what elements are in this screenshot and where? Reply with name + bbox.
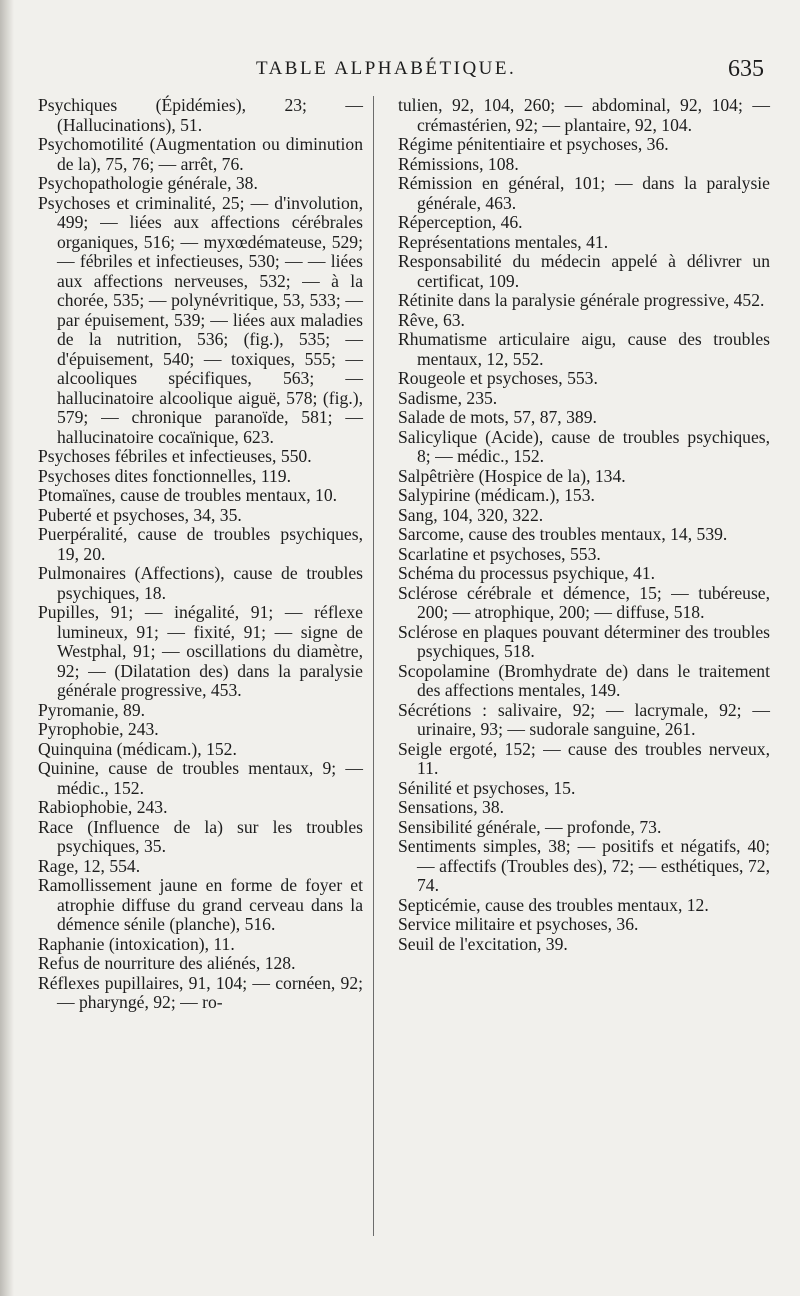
index-entry: Schéma du processus psychique, 41.	[398, 563, 656, 583]
index-entry: Ptomaïnes, cause de troubles mentaux, 10.	[38, 485, 338, 505]
index-entry: Psychoses fébriles et infectieuses, 550.	[38, 446, 312, 466]
index-entry: Salicylique (Acide), cause de troubles psychiques, 8; — médic., 152.	[398, 426, 770, 466]
index-entry: Salpêtrière (Hospice de la), 134.	[398, 465, 626, 486]
index-entry: Rémissions, 108.	[398, 153, 519, 174]
index-entry: Race (Influence de la) sur les troubles psychiques, 35.	[38, 816, 363, 856]
index-entry: Sclérose en plaques pouvant déterminer des troubles psychiques, 518.	[398, 621, 770, 661]
index-entry: Raphanie (intoxication), 11.	[38, 933, 235, 954]
index-entry: Scarlatine et psychoses, 553.	[398, 543, 601, 564]
index-entry: Rougeole et psychoses, 553.	[398, 368, 598, 388]
index-entry: Pulmonaires (Affections), cause de troubles psychiques, 18.	[38, 563, 363, 603]
index-entry: Psychomotilité (Augmentation ou diminution de la), 75, 76; — arrêt, 76.	[38, 134, 363, 174]
index-entry: Quinquina (médicam.), 152.	[38, 738, 237, 759]
index-entry: Psychoses dites fonctionnelles, 119.	[38, 465, 291, 486]
index-entry: Pupilles, 91; — inégalité, 91; — réflexe lumineux, 91; — fixité, 91; — signe de Westphal, 91; — oscillations du diamètre, 92; — (Dilatation des) dans la paralysie générale progressive, 453.	[38, 602, 363, 700]
index-entry: Rhumatisme articulaire aigu, cause des troubles mentaux, 12, 552.	[398, 329, 770, 369]
index-entry: Sclérose cérébrale et démence, 15; — tubéreuse, 200; — atrophique, 200; — diffuse, 518.	[398, 582, 770, 622]
index-entry: Responsabilité du médecin appelé à délivrer un certificat, 109.	[398, 251, 770, 291]
index-entry: Quinine, cause de troubles mentaux, 9; — médic., 152.	[38, 758, 363, 798]
index-entry: Psychiques (Épidémies), 23; — (Hallucinations), 51.	[38, 95, 363, 135]
index-entry: Refus de nourriture des aliénés, 128.	[38, 953, 296, 973]
index-entry: Ramollissement jaune en forme de foyer et atrophie diffuse du grand cerveau dans la démence sénile (planche), 516.	[38, 875, 363, 934]
index-entry: Sentiments simples, 38; — positifs et négatifs, 40; — affectifs (Troubles des), 72; — esthétiques, 72, 74.	[398, 836, 770, 895]
column-divider	[373, 96, 374, 1236]
index-entry: Réflexes pupillaires, 91, 104; — cornéen, 92; — pharyngé, 92; — ro-	[38, 972, 363, 1012]
index-entry: Seigle ergoté, 152; — cause des troubles nerveux, 11.	[398, 738, 770, 778]
index-entry: Sensibilité générale, — profonde, 73.	[398, 816, 662, 837]
index-entry: Psychopathologie générale, 38.	[38, 173, 258, 193]
index-column-left	[38, 96, 363, 1013]
index-entry: Salade de mots, 57, 87, 389.	[398, 407, 597, 427]
index-entry: Pyrophobie, 243.	[38, 719, 159, 739]
index-entry: Représentations mentales, 41.	[398, 231, 609, 252]
index-entry: Rêve, 63.	[398, 309, 465, 330]
page-gutter-shadow	[0, 0, 14, 1296]
index-entry: Scopolamine (Bromhydrate de) dans le traitement des affections mentales, 149.	[398, 660, 770, 700]
index-entry: Réperception, 46.	[398, 212, 523, 232]
index-entry: Puerpéralité, cause de troubles psychiques, 19, 20.	[38, 524, 363, 564]
index-entry: Seuil de l'excitation, 39.	[398, 933, 568, 954]
index-column-right	[398, 96, 770, 954]
index-entry: Psychoses et criminalité, 25; — d'involution, 499; — liées aux affections cérébrales organiques, 516; — myxœdémateuse, 529; — fébriles et infectieuses, 530; — — liées aux affections nerveuses, 532; — à la chorée, 535; — polynévritique, 53, 533; — par épuisement, 539; — liées aux maladies de la nutrition, 536; (fig.), 535; — d'épuisement, 540; — toxiques, 555; — alcooliques spécifiques, 563; — hallucinatoire alcoolique aiguë, 578; (fig.), 579; — chronique paranoïde, 581; — hallucinatoire cocaïnique, 623.	[38, 192, 363, 447]
index-entry: Service militaire et psychoses, 36.	[398, 914, 639, 934]
index-entry: Rage, 12, 554.	[38, 855, 141, 876]
index-entry: Pyromanie, 89.	[38, 699, 146, 720]
index-entry: Puberté et psychoses, 34, 35.	[38, 504, 242, 525]
index-entry: Rétinite dans la paralysie générale progressive, 452.	[398, 290, 765, 310]
index-entry: Sarcome, cause des troubles mentaux, 14, 539.	[398, 524, 728, 544]
index-entry: Rabiophobie, 243.	[38, 797, 168, 817]
index-entry: Sang, 104, 320, 322.	[398, 504, 544, 525]
index-entry: tulien, 92, 104, 260; — abdominal, 92, 104; — crémastérien, 92; — plantaire, 92, 104.	[398, 95, 770, 135]
page-number: 635	[728, 56, 764, 82]
index-entry: Régime pénitentiaire et psychoses, 36.	[398, 134, 669, 154]
index-entry: Sécrétions : salivaire, 92; — lacrymale, 92; — urinaire, 93; — sudorale sanguine, 261.	[398, 699, 770, 739]
index-entry: Sensations, 38.	[398, 797, 505, 817]
index-entry: Septicémie, cause des troubles mentaux, 12.	[398, 894, 709, 915]
index-entry: Sadisme, 235.	[398, 387, 498, 408]
index-entry: Salypirine (médicam.), 153.	[398, 485, 595, 505]
index-entry: Sénilité et psychoses, 15.	[398, 777, 576, 798]
running-header: TABLE ALPHABÉTIQUE.	[256, 58, 517, 79]
index-entry: Rémission en général, 101; — dans la paralysie générale, 463.	[398, 173, 770, 213]
